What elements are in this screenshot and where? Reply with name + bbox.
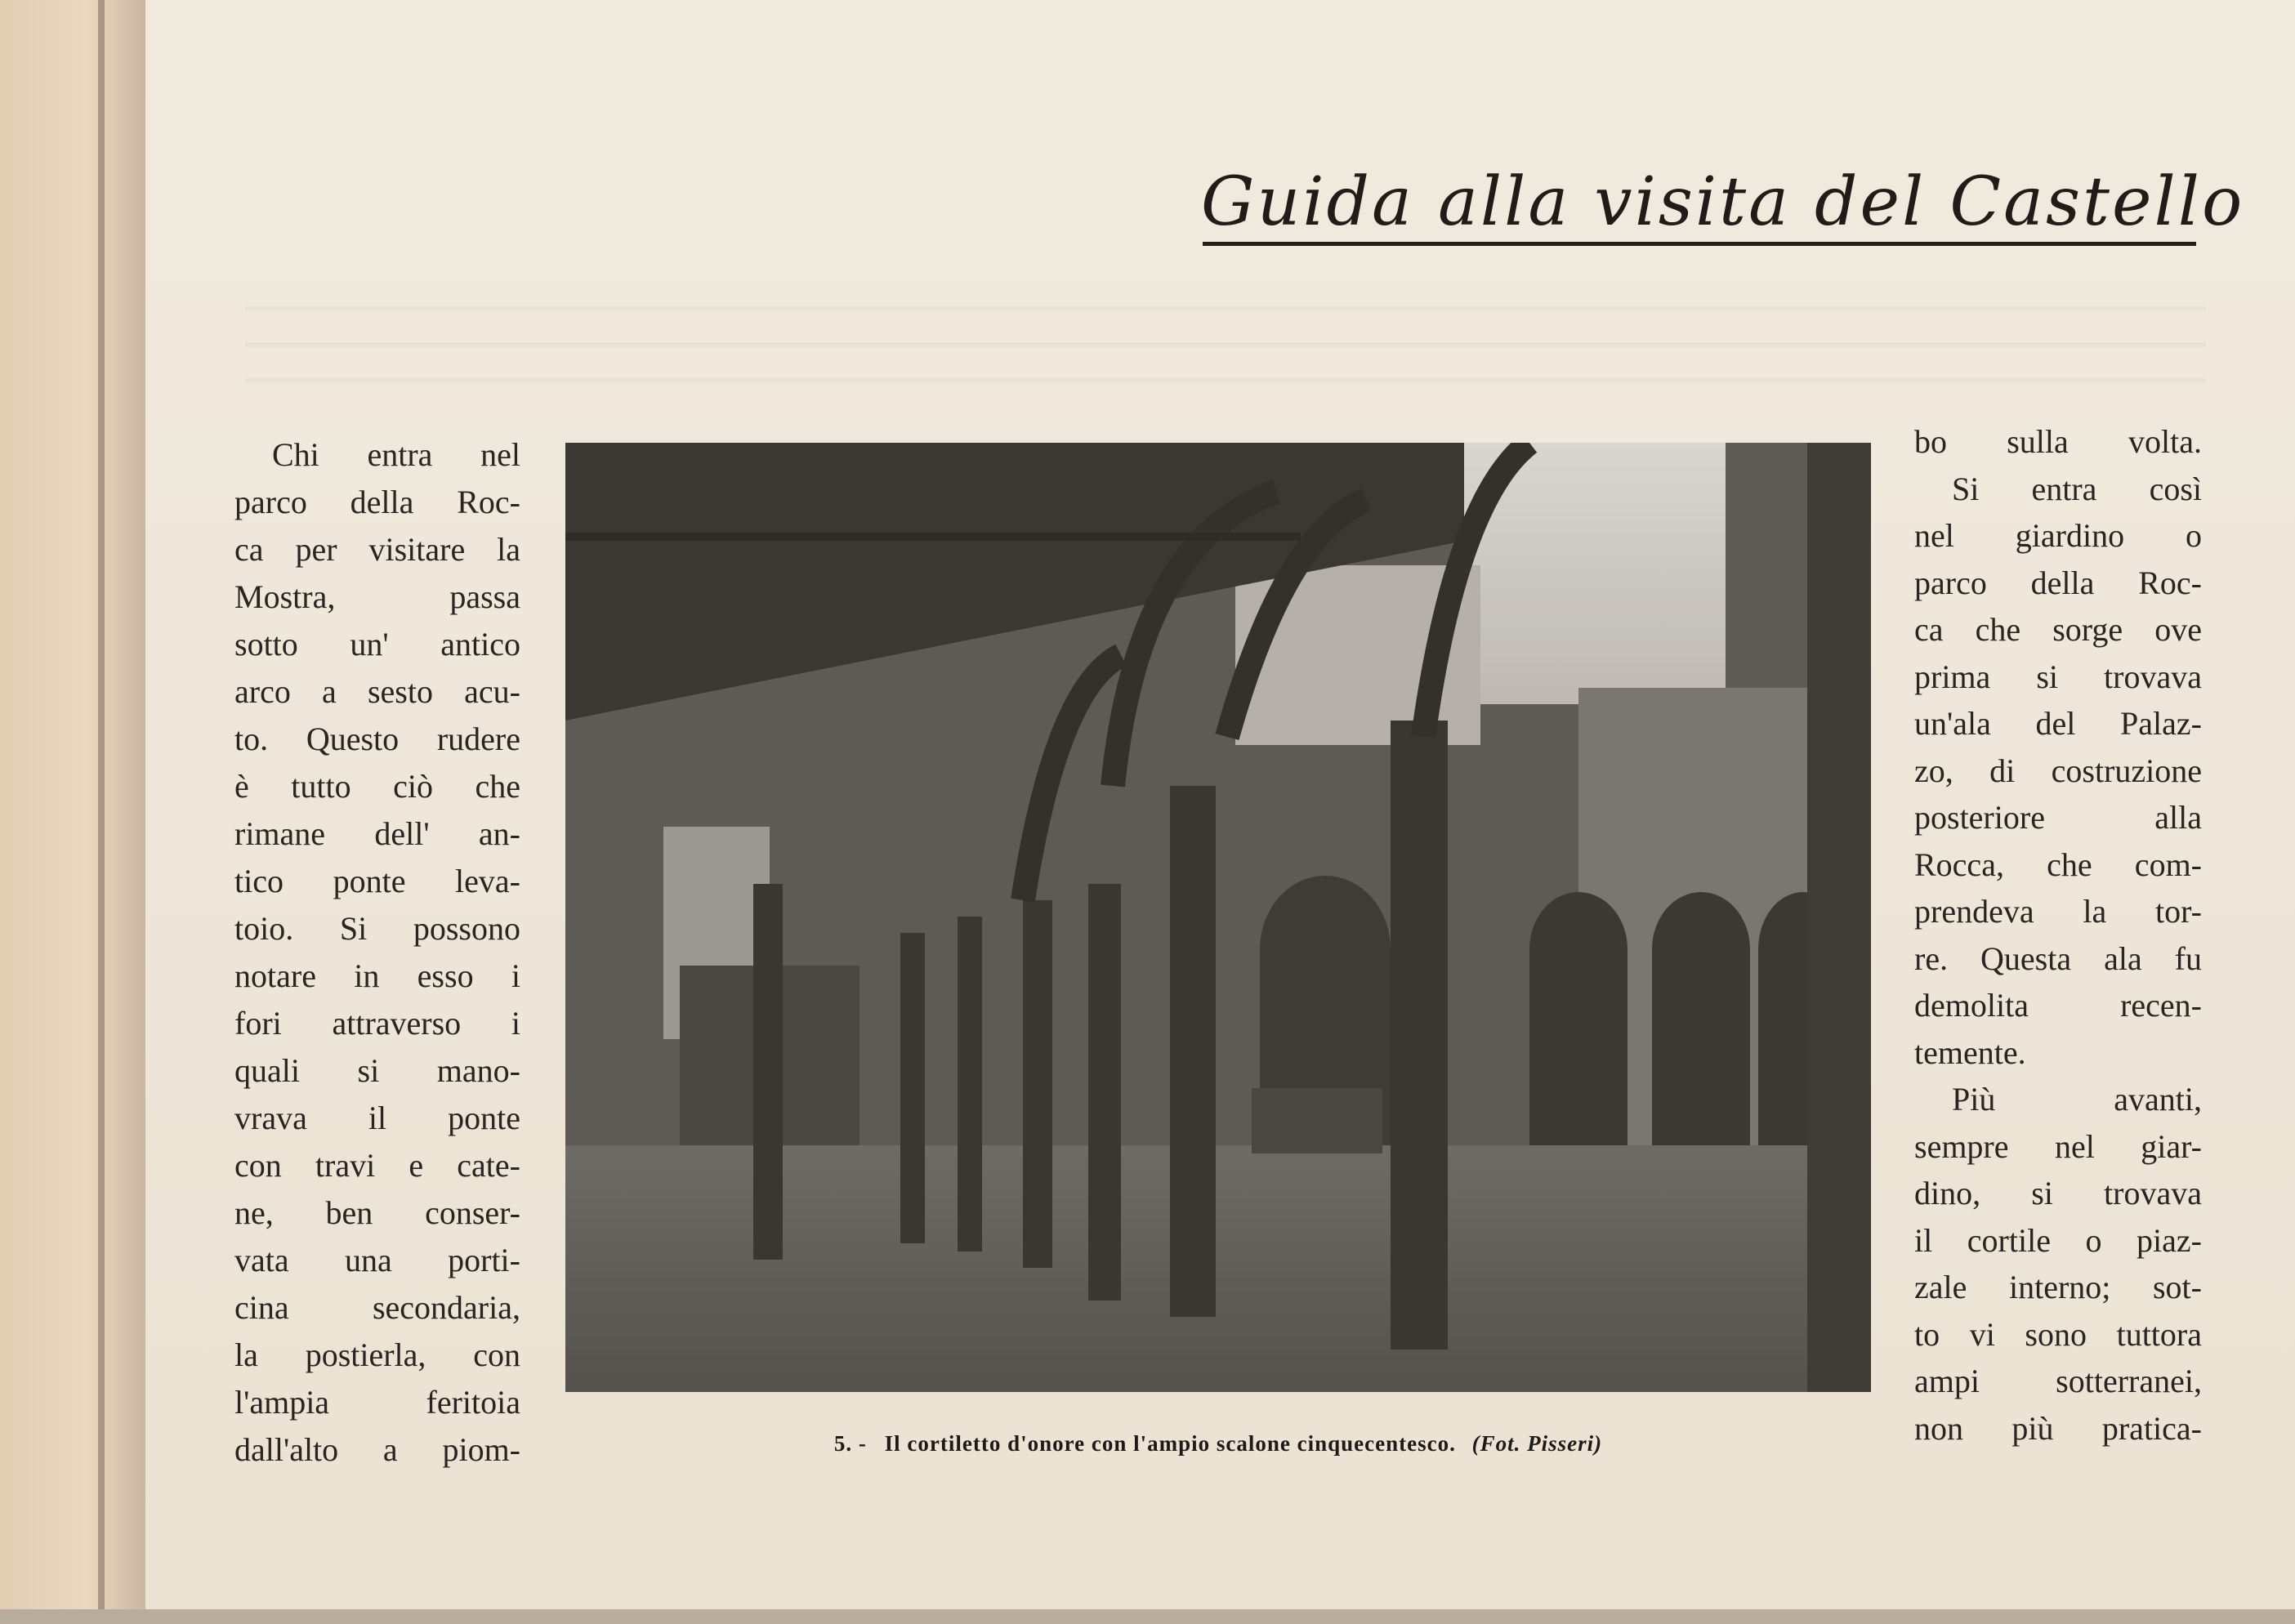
text-line: Chi entra nel	[272, 436, 520, 473]
text-line: è tutto ciò che	[234, 768, 520, 805]
figure-caption	[565, 1431, 1871, 1457]
title-underline	[1203, 242, 2196, 246]
text-line: prima si trovava	[1914, 658, 2202, 695]
text-line: vata una porti-	[234, 1242, 520, 1278]
text-line: dall'alto a piom-	[234, 1431, 520, 1468]
text-line: posteriore alla	[1914, 799, 2202, 836]
text-line: vrava il ponte	[234, 1100, 520, 1136]
text-line: quali si mano-	[234, 1052, 520, 1089]
text-line: Rocca, che com-	[1914, 845, 2202, 883]
text-line: rimane dell' an-	[234, 815, 520, 852]
text-line: Si entra così	[1952, 470, 2202, 507]
text-line: prendeva la tor-	[1914, 893, 2202, 930]
text-line: sempre nel giar-	[1914, 1127, 2202, 1165]
text-line: to. Questo rudere	[234, 721, 520, 757]
text-line: demolita recen-	[1914, 987, 2202, 1024]
text-line: cina secondaria,	[234, 1289, 520, 1326]
text-line: l'ampia feritoia	[234, 1384, 520, 1421]
text-line: to vi sono tuttora	[1914, 1315, 2202, 1353]
text-line: non più pratica-	[1914, 1409, 2202, 1447]
courtyard-photo-illustration	[565, 443, 1871, 1392]
text-line: Più avanti,	[1952, 1081, 2202, 1118]
page-title: Guida alla visita del Castello	[1201, 163, 2245, 241]
text-line: ca per visitare la	[234, 531, 520, 568]
show-through-text	[245, 278, 2206, 408]
facing-page-edge	[0, 0, 145, 1624]
text-line: arco a sesto acu-	[234, 673, 520, 710]
text-line: parco della Roc-	[1914, 564, 2202, 601]
text-line: parco della Roc-	[234, 484, 520, 520]
figure-number: 5. -	[833, 1431, 867, 1456]
text-line: ampi sotterranei,	[1914, 1363, 2202, 1399]
text-line: Mostra, passa	[234, 578, 520, 615]
text-line: toio. Si possono	[234, 910, 520, 947]
text-line: sotto un' antico	[234, 626, 520, 663]
text-line: temente.	[1914, 1033, 2026, 1071]
text-line: fori attraverso i	[234, 1005, 520, 1042]
text-line: zale interno; sot-	[1914, 1269, 2202, 1305]
photo-credit: (Fot. Pisseri)	[1471, 1431, 1603, 1456]
text-line: tico ponte leva-	[234, 863, 520, 899]
figure-caption-text: Il cortiletto d'onore con l'ampio scalone cinquecentesco.	[884, 1431, 1456, 1456]
binding-spine	[98, 0, 105, 1624]
text-line: zo, di costruzione	[1914, 752, 2202, 789]
text-line: con travi e cate-	[234, 1147, 520, 1184]
page-bottom-edge	[0, 1609, 2295, 1624]
text-line: re. Questa ala fu	[1914, 939, 2202, 977]
text-line: il cortile o piaz-	[1914, 1221, 2202, 1259]
text-line: la postierla, con	[234, 1336, 520, 1373]
text-line: un'ala del Palaz-	[1914, 705, 2202, 742]
text-line: bo sulla volta.	[1914, 423, 2202, 460]
text-line: dino, si trovava	[1914, 1175, 2202, 1211]
text-line: nel giardino o	[1914, 517, 2202, 554]
right-text-column	[1914, 418, 2202, 1452]
courtyard-photograph	[565, 443, 1871, 1392]
left-text-column	[234, 431, 520, 1474]
text-line: ca che sorge ove	[1914, 611, 2202, 648]
text-line: notare in esso i	[234, 957, 520, 994]
text-line: ne, ben conser-	[234, 1194, 520, 1231]
